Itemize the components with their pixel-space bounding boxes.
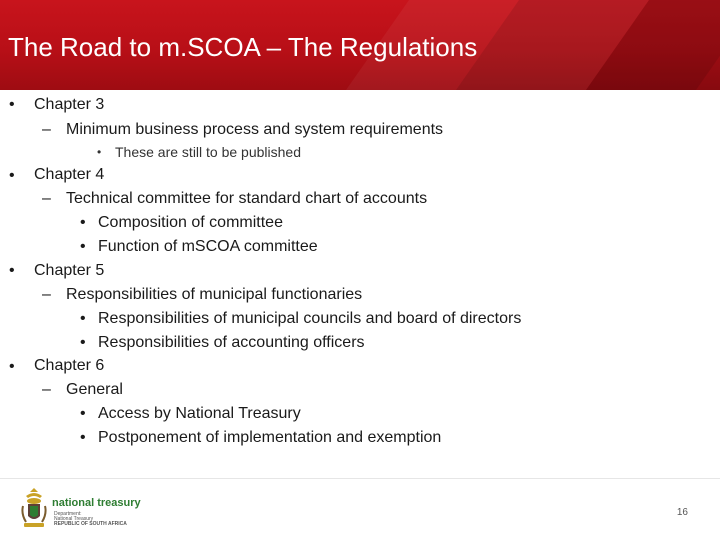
bullet-marker: • <box>9 167 15 184</box>
chapter-5-item: Responsibilities of municipal councils and board of directors <box>98 310 522 327</box>
dash-marker: – <box>42 381 51 398</box>
dash-marker: – <box>42 121 51 138</box>
chapter-5-item: Responsibilities of accounting officers <box>98 334 365 351</box>
chapter-4-item: Composition of committee <box>98 214 283 231</box>
chapter-3-detail: These are still to be published <box>115 144 301 160</box>
slide-title: The Road to m.SCOA – The Regulations <box>8 32 478 62</box>
footer-divider <box>0 478 720 479</box>
bullet-marker: • <box>9 358 15 375</box>
bullet-marker: • <box>80 405 86 422</box>
bullet-marker: • <box>80 429 86 446</box>
bullet-marker: • <box>80 238 86 255</box>
chapter-5-heading: Chapter 5 <box>34 262 105 279</box>
logo-wordmark: national treasury <box>52 497 141 509</box>
page-number: 16 <box>676 507 688 518</box>
chapter-4-item: Function of mSCOA committee <box>98 238 318 255</box>
chapter-3-subtopic: Minimum business process and system requirements <box>66 121 444 138</box>
chapter-5-subtopic: Responsibilities of municipal functionaries <box>66 286 363 303</box>
chapter-6-subtopic: General <box>66 381 123 398</box>
chapter-4-heading: Chapter 4 <box>34 166 105 183</box>
bullet-marker: • <box>80 214 86 231</box>
chapter-6-item: Access by National Treasury <box>98 405 301 422</box>
logo-subtitle: National Treasury <box>54 516 94 522</box>
bullet-marker: • <box>80 310 86 327</box>
bullet-marker: • <box>9 96 15 113</box>
chapter-6-item: Postponement of implementation and exemption <box>98 429 442 446</box>
logo-subtitle: Department: <box>54 511 82 517</box>
dash-marker: – <box>42 286 51 303</box>
dash-marker: – <box>42 190 51 207</box>
bullet-marker: • <box>9 262 15 279</box>
logo-subtitle: REPUBLIC OF SOUTH AFRICA <box>54 521 127 527</box>
chapter-6-heading: Chapter 6 <box>34 357 105 374</box>
bullet-marker: • <box>97 145 102 159</box>
chapter-3-heading: Chapter 3 <box>34 96 105 113</box>
chapter-4-subtopic: Technical committee for standard chart of accounts <box>66 190 428 207</box>
bullet-marker: • <box>80 334 86 351</box>
